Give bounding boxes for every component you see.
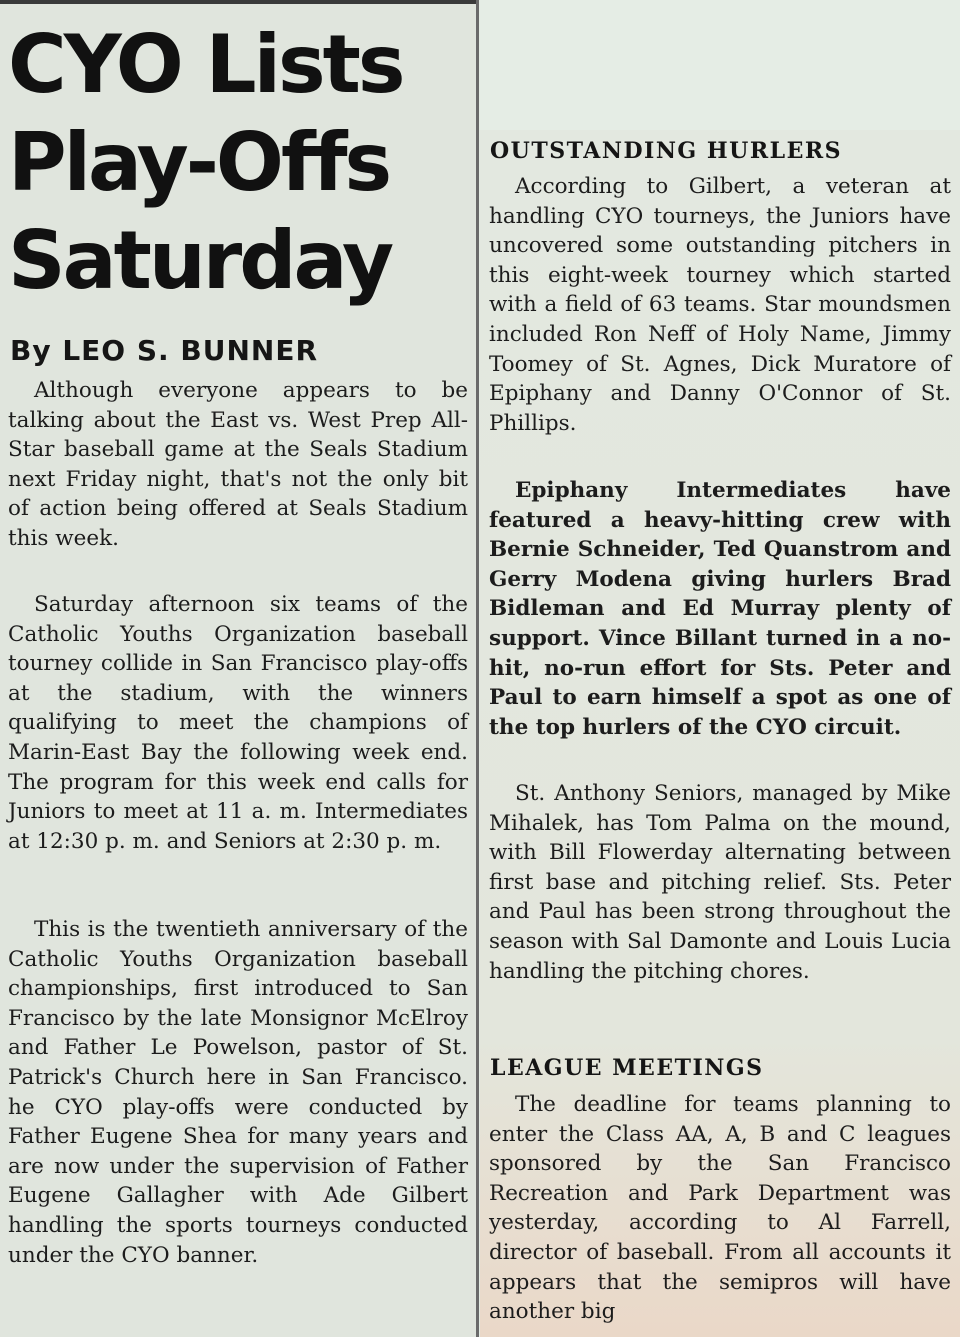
paragraph-gilbert: According to Gilbert, a veteran at handling CYO tourneys, the Juniors have uncovered some outstanding pitchers in this eight-week tourney which started with a field of 63 teams. Star moundsmen included Ron Neff of Holy Name, Jimmy Toomey of St. Agnes, Dick Muratore of Epiphany and Danny O'Connor of St. Phillips.: [489, 174, 951, 436]
paragraph-anniversary: This is the twentieth anniversary of the Catholic Youths Organization baseball championships, first introduced to San Francisco by the late Monsignor McElroy and Father Le Powelson, pastor of St. Patrick's Church here in San Francisco. he CYO play-offs were conducted by Father Eugene Shea for many years and are now under the supervision of Father Eugene Gallagher with Ade Gilbert handling the sports tourneys conducted under the CYO banner.: [8, 917, 468, 1268]
headline: CYO Lists Play-Offs Saturday: [8, 18, 403, 307]
blank-area: [478, 0, 960, 130]
byline: By LEO S. BUNNER: [10, 334, 319, 367]
paragraph-intro: Although everyone appears to be talking about the East vs. West Prep All-Star baseball game at the Seals Stadium next Friday night, that's not the only bit of action being offered at Seals Stadium this week.: [8, 378, 468, 551]
paragraph-playoffs: Saturday afternoon six teams of the Catholic Youths Organization baseball tourney collide in San Francisco play-offs at the stadium, with the winners qualifying to meet the champions of Marin-East Bay the following week end. The program for this week end calls for Juniors to meet at 11 a. m. Intermediates at 12:30 p. m. and Seniors at 2:30 p. m.: [8, 592, 468, 854]
paragraph-st-anthony: St. Anthony Seniors, managed by Mike Mihalek, has Tom Palma on the mound, with Bill Flowerday alternating between first base and pitching relief. Sts. Peter and Paul has been strong throughout the season with Sal Damonte and Louis Lucia handling the pitching chores.: [489, 781, 951, 984]
column-rule: [476, 0, 479, 1337]
subhead-outstanding-hurlers: OUTSTANDING HURLERS: [490, 138, 843, 164]
subhead-league-meetings: LEAGUE MEETINGS: [490, 1055, 764, 1081]
paragraph-deadline: The deadline for teams planning to enter the Class AA, A, B and C leagues sponsored by the San Francisco Recreation and Park Department was yesterday, according to Al Farrell, director of baseball. From all accounts it appears that the semipros will have another big: [489, 1092, 951, 1325]
paragraph-epiphany: Epiphany Intermediates have featured a heavy-hitting crew with Bernie Schneider, Ted Quanstrom and Gerry Modena giving hurlers Brad Bidleman and Ed Murray plenty of support. Vince Billant turned in a no-hit, no-run effort for Sts. Peter and Paul to earn himself a spot as one of the top hurlers of the CYO circuit.: [489, 478, 951, 740]
